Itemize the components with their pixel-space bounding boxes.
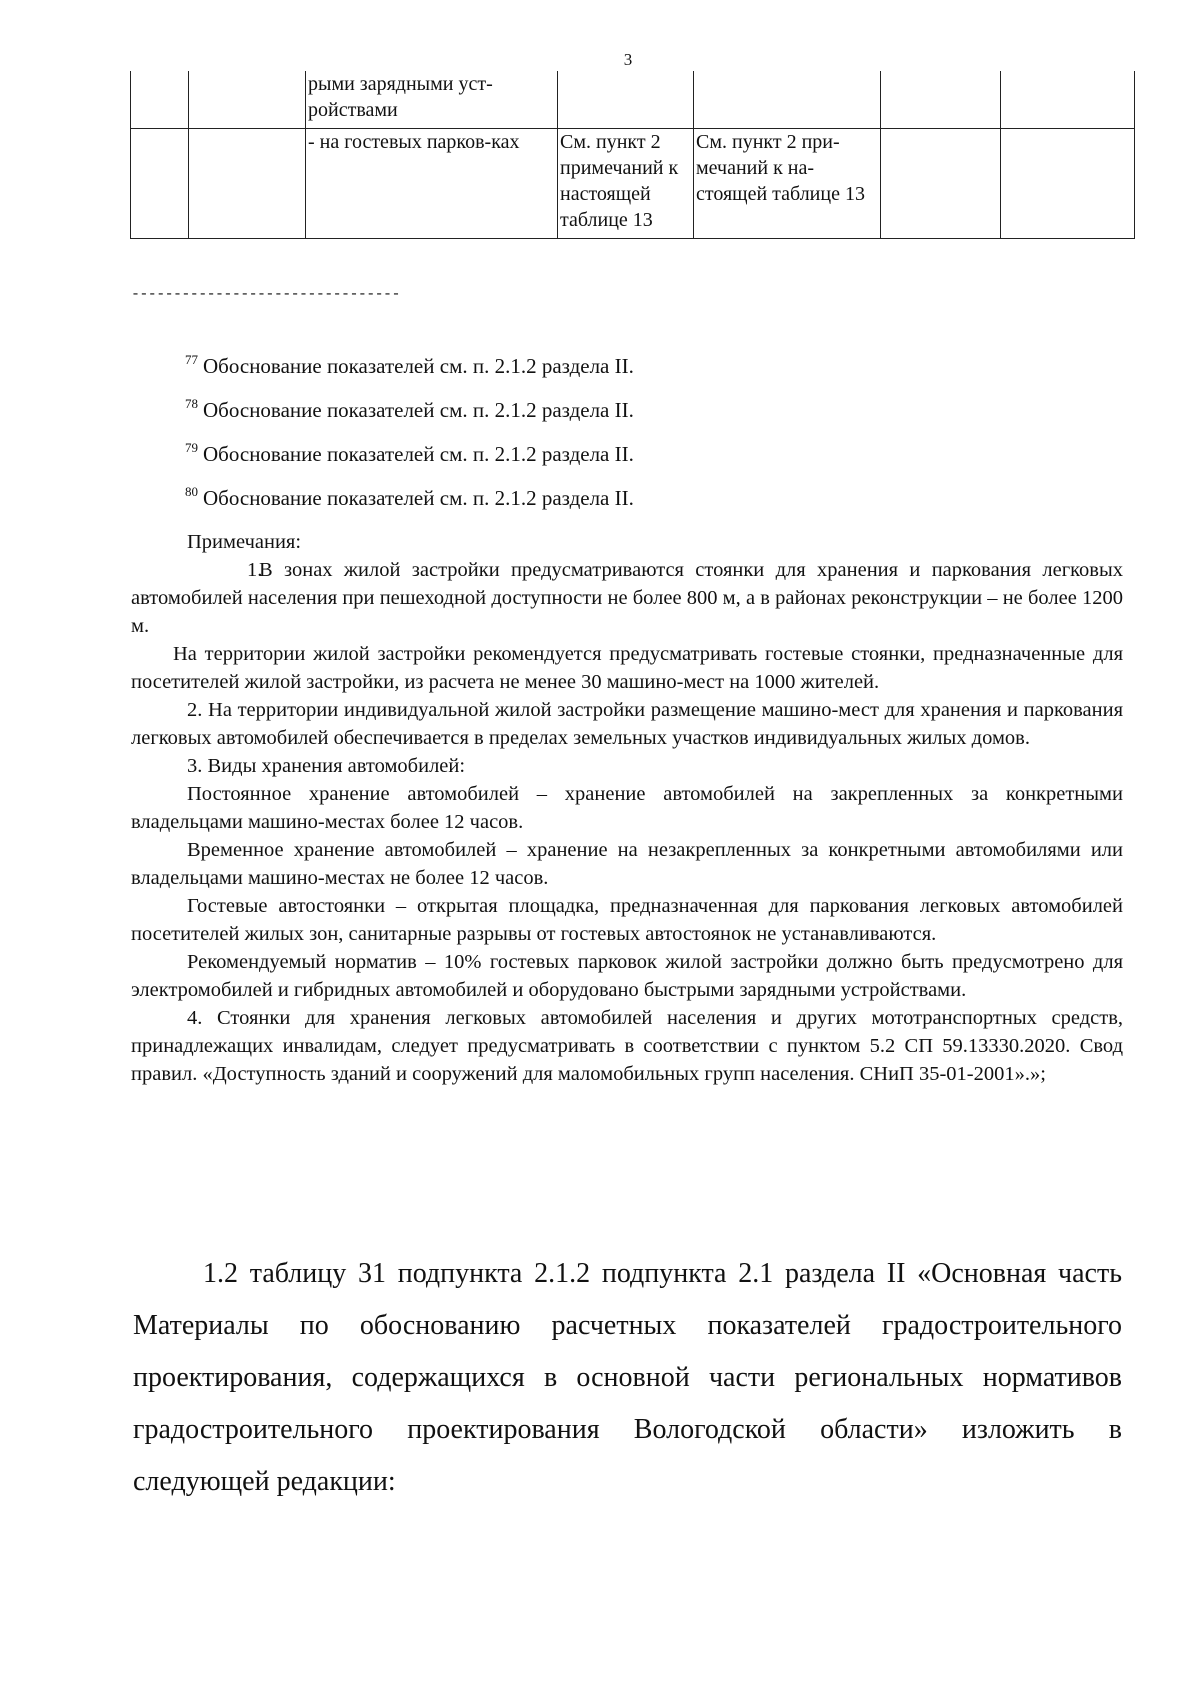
note-paragraph: Рекомендуемый норматив – 10% гостевых парковок жилой застройки должно быть предусмотрено для электромобилей и гибридных автомобилей и оборудовано быстрыми зарядными устройствами. (131, 951, 1123, 1001)
footnote-number: 78 (185, 396, 198, 411)
footnote-number: 80 (185, 484, 198, 499)
table-cell (881, 128, 1001, 238)
note-paragraph: На территории жилой застройки рекомендуется предусматривать гостевые стоянки, предназначенные для посетителей жилой застройки, из расчета не менее 30 машино-мест на 1000 жителей. (131, 643, 1123, 693)
footnote-text: Обоснование показателей см. п. 2.1.2 раздела II. (203, 354, 634, 378)
note-paragraph: Гостевые автостоянки – открытая площадка, предназначенная для паркования легковых автомобилей посетителей жилых зон, санитарные разрывы от гостевых автостоянок не устанавливаются. (131, 895, 1123, 945)
footnote-text: Обоснование показателей см. п. 2.1.2 раздела II. (203, 398, 634, 422)
table-cell (189, 128, 306, 238)
table-cell: - на гостевых парков-ках (306, 128, 558, 238)
footnote (185, 352, 634, 379)
page-number: 3 (623, 50, 633, 69)
table-cell (189, 71, 306, 128)
note-item-4: 4. Стоянки для хранения легковых автомобилей населения и других мототранспортных средств, принадлежащих инвалидам, следует предусматривать в соответствии с пунктом 5.2 СП 59.13330.2020. Свод правил. «Доступность зданий и сооружений для маломобильных групп населения. СНиП 35-01-2001».»; (131, 1007, 1123, 1085)
footnote (185, 440, 634, 467)
notes-heading: Примечания: (187, 531, 302, 553)
note-item-text: В зонах жилой застройки предусматриваются стоянки для хранения и паркования легковых автомобилей населения при пешеходной доступности не более 800 м, а в районах реконструкции – не более 1200 м. (131, 559, 1123, 637)
note-item-3: 3. Виды хранения автомобилей: (187, 755, 466, 777)
table-cell: См. пункт 2 примечаний к настоящей таблице 13 (558, 128, 694, 238)
table-row (131, 71, 1135, 128)
footnote-number: 77 (185, 352, 198, 367)
table-cell (131, 128, 189, 238)
table-cell (881, 71, 1001, 128)
footnote-text: Обоснование показателей см. п. 2.1.2 раздела II. (203, 486, 634, 510)
table-cell: См. пункт 2 при-мечаний к на-стоящей таблице 13 (694, 128, 881, 238)
notes-section (131, 528, 1123, 1088)
footnote-separator: -------------------------------- (131, 286, 400, 303)
note-item-number: 1. (247, 559, 263, 581)
footnote-text: Обоснование показателей см. п. 2.1.2 раздела II. (203, 442, 634, 466)
note-paragraph: Временное хранение автомобилей – хранение на незакрепленных за конкретными автомобилями или владельцами машино-местах не более 12 часов. (131, 839, 1123, 889)
footnote (185, 396, 634, 423)
table-row (131, 128, 1135, 238)
note-paragraph: Постоянное хранение автомобилей – хранение автомобилей на закрепленных за конкретными владельцами машино-местах более 12 часов. (131, 783, 1123, 833)
table-cell (694, 71, 881, 128)
continuation-table (130, 71, 1135, 239)
main-paragraph: 1.2 таблицу 31 подпункта 2.1.2 подпункта 2.1 раздела II «Основная часть Материалы по обоснованию расчетных показателей градостроительного проектирования, содержащихся в основной части региональных нормативов градостроительного проектирования Вологодской области» изложить в следующей редакции: (133, 1258, 1122, 1497)
table-cell (1001, 71, 1135, 128)
table-cell (558, 71, 694, 128)
footnote (185, 484, 634, 511)
note-item-1 (131, 556, 1123, 640)
table-cell (131, 71, 189, 128)
table-cell: рыми зарядными уст-ройствами (306, 71, 558, 128)
table-cell (1001, 128, 1135, 238)
footnote-number: 79 (185, 440, 198, 455)
note-item-2: 2. На территории индивидуальной жилой застройки размещение машино-мест для хранения и паркования легковых автомобилей обеспечивается в пределах земельных участков индивидуальных жилых домов. (131, 699, 1123, 749)
